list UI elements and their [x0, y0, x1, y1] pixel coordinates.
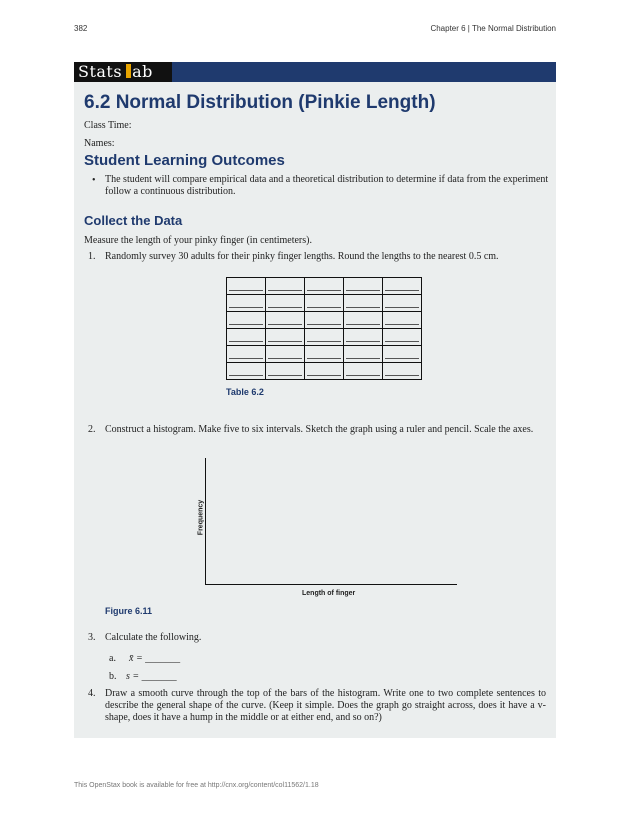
table-cell[interactable]	[227, 363, 266, 380]
table-cell[interactable]	[266, 295, 305, 312]
table-cell[interactable]	[344, 278, 383, 295]
table-cell[interactable]	[266, 278, 305, 295]
table-cell[interactable]	[305, 312, 344, 329]
collect-intro: Measure the length of your pinky finger (in centimeters).	[84, 235, 312, 246]
footer-note: This OpenStax book is available for free at http://cnx.org/content/col11562/1.18	[74, 782, 319, 789]
table-cell[interactable]	[227, 278, 266, 295]
step-1-number: 1.	[88, 251, 96, 262]
figure-caption: Figure 6.11	[105, 606, 153, 616]
page-number: 382	[74, 24, 88, 33]
step-2-text: Construct a histogram. Make five to six intervals. Sketch the graph using a ruler and pencil. Scale the axes.	[105, 424, 534, 435]
names-label: Names:	[84, 138, 115, 149]
step-3a-marker: a.	[109, 653, 116, 664]
table-cell[interactable]	[305, 363, 344, 380]
step-1-text: Randomly survey 30 adults for their pinky finger lengths. Round the lengths to the nearest 0.5 cm.	[105, 251, 499, 262]
step-3-text: Calculate the following.	[105, 632, 202, 643]
table-cell[interactable]	[266, 312, 305, 329]
chapter-header: Chapter 6 | The Normal Distribution	[430, 24, 556, 33]
x-axis-label: Length of finger	[302, 590, 356, 597]
table-cell[interactable]	[383, 329, 422, 346]
data-table	[226, 277, 422, 380]
table-cell[interactable]	[383, 278, 422, 295]
step-4-text: Draw a smooth curve through the top of the bars of the histogram. Write one to two complete sentences to describe the general shape of the curve. (Keep it simple. Does the graph go straight across, does it have a v-shape, does it have a hump in the middle or at either end, and so on?)	[105, 688, 546, 723]
table-cell[interactable]	[266, 329, 305, 346]
class-time-label: Class Time:	[84, 120, 132, 131]
table-cell[interactable]	[227, 346, 266, 363]
table-cell[interactable]	[344, 295, 383, 312]
table-cell[interactable]	[383, 312, 422, 329]
collect-heading: Collect the Data	[84, 213, 183, 228]
table-cell[interactable]	[383, 363, 422, 380]
outcomes-heading: Student Learning Outcomes	[84, 152, 285, 169]
step-2-number: 2.	[88, 424, 96, 435]
logo-text-stats: Stats	[78, 62, 123, 81]
table-cell[interactable]	[305, 329, 344, 346]
table-cell[interactable]	[227, 295, 266, 312]
logo-bar-icon	[126, 64, 131, 78]
histogram-x-axis	[205, 584, 457, 585]
table-cell[interactable]	[266, 346, 305, 363]
table-cell[interactable]	[266, 363, 305, 380]
table-cell[interactable]	[344, 346, 383, 363]
table-cell[interactable]	[344, 363, 383, 380]
table-caption: Table 6.2	[226, 387, 264, 397]
table-cell[interactable]	[344, 329, 383, 346]
table-cell[interactable]	[227, 312, 266, 329]
lab-panel	[74, 82, 556, 738]
table-cell[interactable]	[383, 346, 422, 363]
table-cell[interactable]	[305, 346, 344, 363]
step-4-number: 4.	[88, 688, 96, 699]
logo-text-ab: ab	[132, 62, 153, 81]
table-cell[interactable]	[305, 278, 344, 295]
step-3b-marker: b.	[109, 671, 117, 682]
lab-title: 6.2 Normal Distribution (Pinkie Length)	[84, 92, 436, 113]
table-cell[interactable]	[344, 312, 383, 329]
table-cell[interactable]	[227, 329, 266, 346]
stats-lab-banner	[74, 62, 556, 82]
y-axis-label: Frequency	[197, 499, 205, 536]
histogram-y-axis	[205, 458, 206, 585]
mean-field[interactable]: x̄ = _______	[129, 653, 181, 664]
table-cell[interactable]	[305, 295, 344, 312]
bullet-dot: •	[92, 175, 96, 186]
stats-lab-logo	[74, 62, 172, 82]
outcome-bullet: The student will compare empirical data and a theoretical distribution to determine if data from the experiment follow a continuous distribution.	[105, 174, 549, 197]
step-3-number: 3.	[88, 632, 96, 643]
table-cell[interactable]	[383, 295, 422, 312]
std-dev-field[interactable]: s = _______	[126, 671, 177, 682]
